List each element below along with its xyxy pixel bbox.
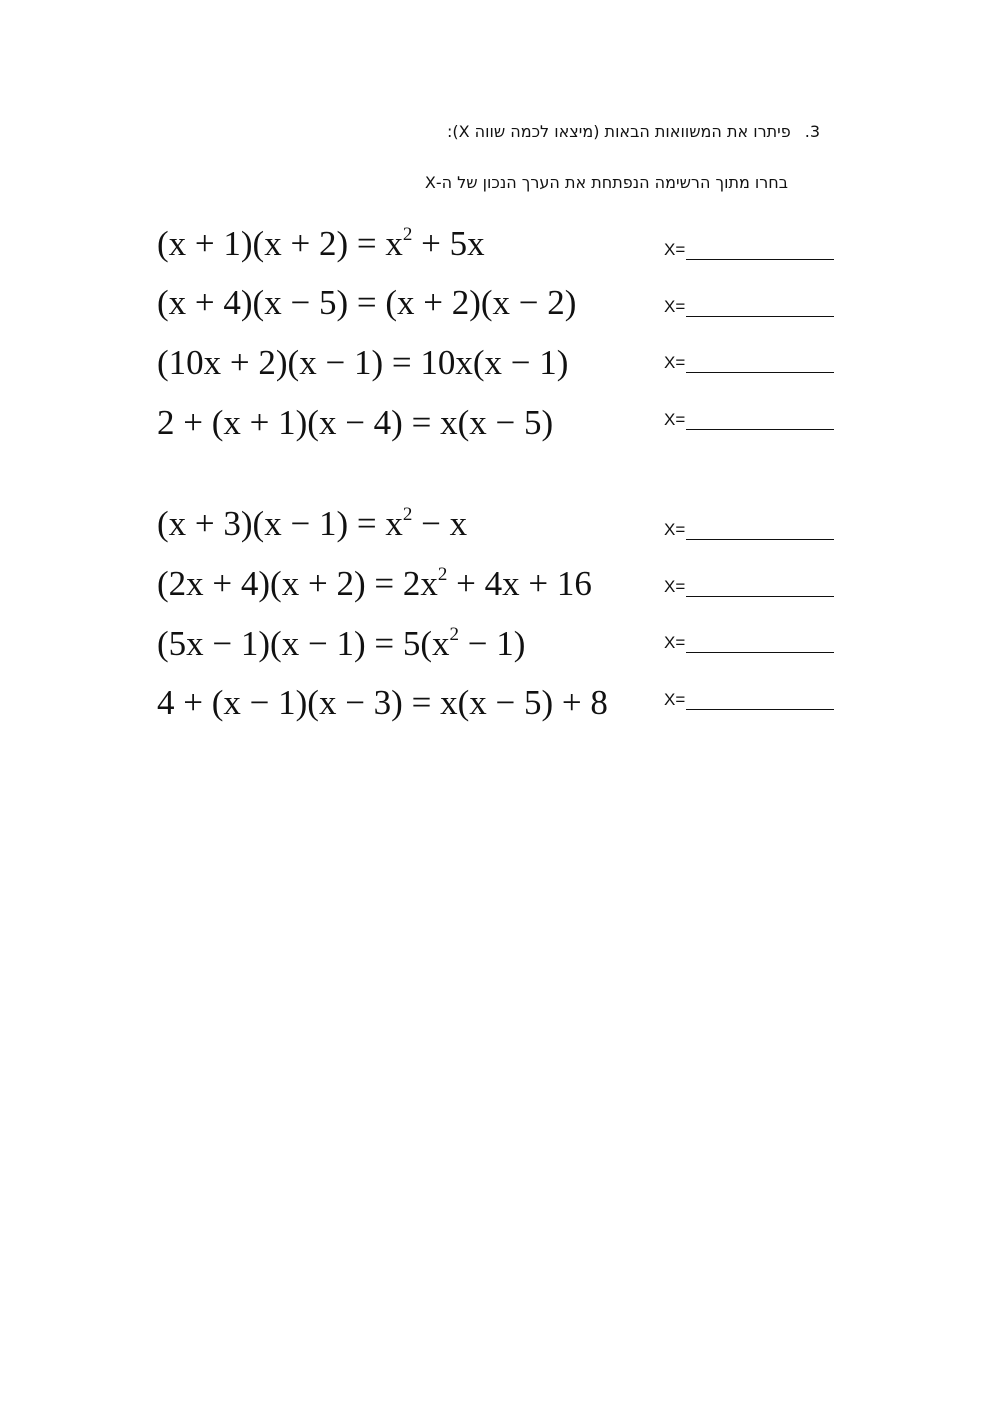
answer-field-6[interactable] (664, 577, 834, 597)
equation-2: (x + 4)(x − 5) = (x + 2)(x − 2) (157, 283, 577, 322)
answer-field-3[interactable] (664, 353, 834, 373)
answer-field-2[interactable] (664, 297, 834, 317)
answer-blank[interactable] (686, 636, 834, 653)
answer-blank[interactable] (686, 413, 834, 430)
instruction-line (447, 122, 820, 141)
equation-3: (10x + 2)(x − 1) = 10x(x − 1) (157, 343, 569, 382)
equation-5: $(x + 3)(x - 1) = x^2 - x$ (157, 504, 468, 543)
answer-field-4[interactable] (664, 410, 834, 430)
answer-blank[interactable] (686, 580, 834, 597)
answer-label: X= (664, 633, 686, 652)
answer-field-1[interactable] (664, 240, 834, 260)
answer-field-5[interactable] (664, 520, 834, 540)
answer-label: X= (664, 690, 686, 709)
answer-label: X= (664, 410, 686, 429)
answer-label: X= (664, 577, 686, 596)
answer-blank[interactable] (686, 356, 834, 373)
equation-6: $(2x + 4)(x + 2) = 2x^2 + 4x + 16$ (157, 564, 592, 603)
answer-label: X= (664, 297, 686, 316)
sub-instruction: בחרו מתוך הרשימה הנפתחת את הערך הנכון של ה-X (424, 173, 788, 192)
answer-field-8[interactable] (664, 690, 834, 710)
question-number: 3. (804, 122, 820, 141)
equation-8: 4 + (x − 1)(x − 3) = x(x − 5) + 8 (157, 683, 608, 722)
equation-4: 2 + (x + 1)(x − 4) = x(x − 5) (157, 403, 554, 442)
answer-label: X= (664, 353, 686, 372)
answer-blank[interactable] (686, 693, 834, 710)
equation-7: $(5x - 1)(x - 1) = 5(x^2 - 1)$ (157, 624, 526, 663)
answer-label: X= (664, 240, 686, 259)
answer-blank[interactable] (686, 523, 834, 540)
answer-field-7[interactable] (664, 633, 834, 653)
answer-blank[interactable] (686, 243, 834, 260)
instruction-text: פיתרו את המשוואות הבאות (מיצאו לכמה שווה X): (446, 122, 791, 141)
answer-blank[interactable] (686, 300, 834, 317)
answer-label: X= (664, 520, 686, 539)
equation-1: $(x + 1)(x + 2) = x^2 + 5x$ (157, 224, 485, 263)
